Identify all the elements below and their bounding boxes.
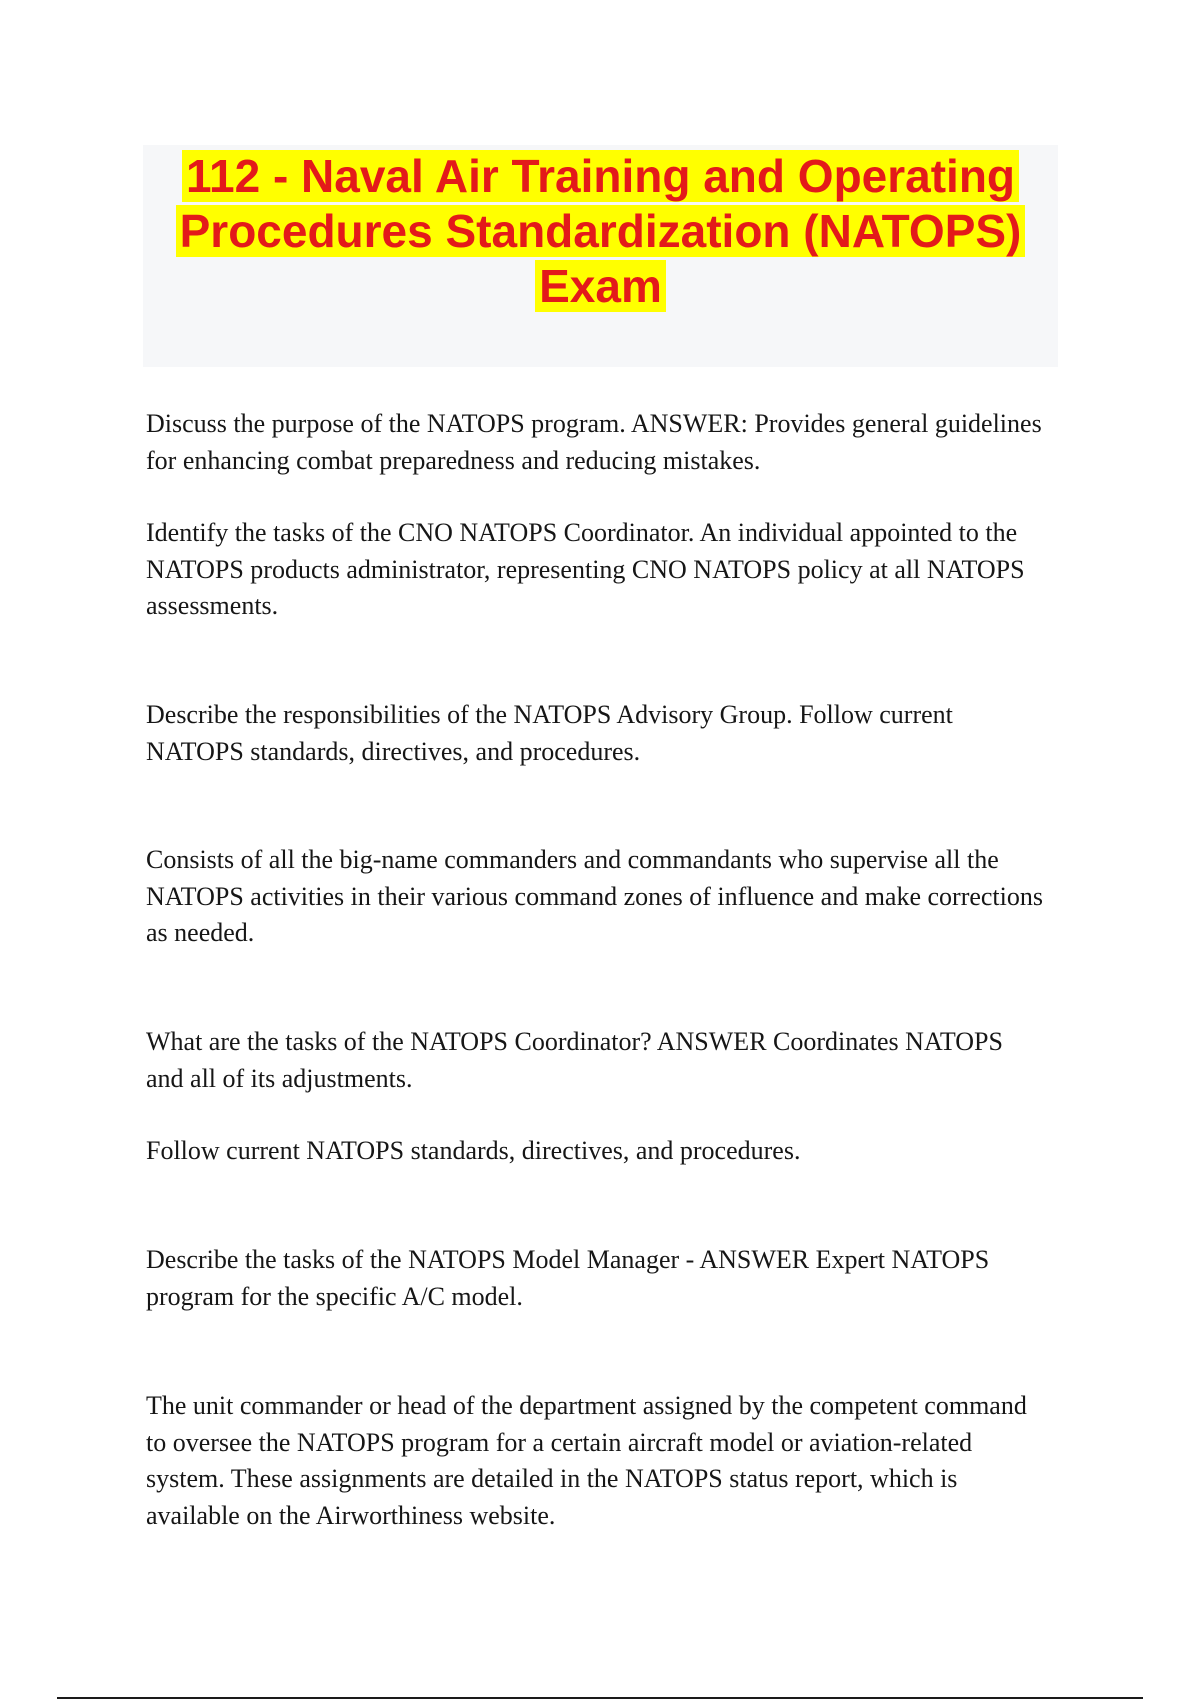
paragraph-unit-commander: The unit commander or head of the department assigned by the competent command to oversee the NATOPS program for a certain aircraft model or aviation-related system. These assignments are detailed in the NATOPS status report, which is available on the Airworthiness website. xyxy=(146,1391,1027,1530)
paragraph-purpose: Discuss the purpose of the NATOPS program. ANSWER: Provides general guidelines for enhancing combat preparedness and reducing mistakes. xyxy=(146,409,1042,475)
paragraph-cno-coordinator: Identify the tasks of the CNO NATOPS Coordinator. An individual appointed to the NATOPS products administrator, representing CNO NATOPS policy at all NATOPS assessments. xyxy=(146,518,1025,620)
title-banner xyxy=(143,145,1058,367)
paragraph-coordinator-tasks: What are the tasks of the NATOPS Coordinator? ANSWER Coordinates NATOPS and all of its adjustments. xyxy=(146,1027,1003,1093)
document-title xyxy=(151,149,1051,314)
paragraph-commanders: Consists of all the big-name commanders and commandants who supervise all the NATOPS activities in their various command zones of influence and make corrections as needed. xyxy=(146,845,1043,947)
paragraph-model-manager: Describe the tasks of the NATOPS Model Manager - ANSWER Expert NATOPS program for the specific A/C model. xyxy=(146,1245,990,1311)
footer-divider xyxy=(57,1697,1143,1699)
paragraph-follow-standards: Follow current NATOPS standards, directives, and procedures. xyxy=(146,1136,801,1165)
document-title-text: 112 - Naval Air Training and Operating Procedures Standardization (NATOPS) Exam xyxy=(176,150,1026,312)
paragraph-advisory-group: Describe the responsibilities of the NATOPS Advisory Group. Follow current NATOPS standards, directives, and procedures. xyxy=(146,700,953,766)
